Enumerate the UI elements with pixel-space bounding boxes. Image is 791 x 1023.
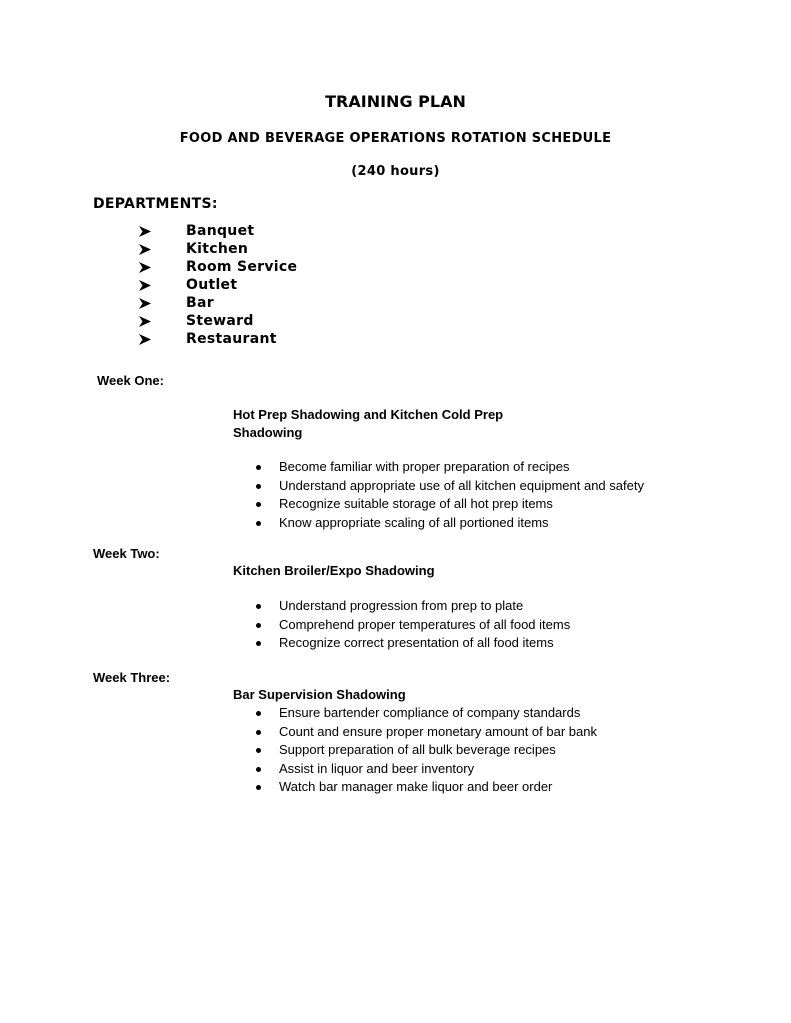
bullet-dot-icon <box>256 641 261 646</box>
task-text: Watch bar manager make liquor and beer order <box>279 779 553 794</box>
task-text: Recognize suitable storage of all hot prep items <box>279 496 553 511</box>
bullet-dot-icon <box>256 711 261 716</box>
task-text: Comprehend proper temperatures of all food items <box>279 616 571 632</box>
arrowhead-bullet-icon <box>139 226 151 237</box>
department-label: Restaurant <box>186 331 277 347</box>
total-hours: (240 hours) <box>351 164 440 179</box>
heading-line: Shadowing <box>233 425 303 440</box>
arrowhead-bullet-icon <box>139 334 151 345</box>
department-label: Outlet <box>186 277 238 293</box>
week-three-heading <box>233 686 406 704</box>
bullet-dot-icon <box>256 730 261 735</box>
bullet-dot-icon <box>256 785 261 790</box>
department-label: Steward <box>186 313 254 329</box>
task-text: Know appropriate scaling of all portioned items <box>279 514 549 530</box>
task-text: Understand appropriate use of all kitchen equipment and safety <box>279 477 644 493</box>
bullet-dot-icon <box>256 623 261 628</box>
department-label: Banquet <box>186 223 255 239</box>
task-text: Count and ensure proper monetary amount of bar bank <box>279 723 597 739</box>
bullet-dot-icon <box>256 521 261 526</box>
arrowhead-bullet-icon <box>139 298 151 309</box>
task-text: Understand progression from prep to plate <box>279 598 524 613</box>
week-one-heading <box>233 406 503 442</box>
department-label: Bar <box>186 295 214 311</box>
arrowhead-bullet-icon <box>139 316 151 327</box>
bullet-dot-icon <box>256 484 261 489</box>
department-label: Kitchen <box>186 241 249 257</box>
week-two-label: Week Two: <box>93 546 160 561</box>
bullet-dot-icon <box>256 604 261 609</box>
task-text: Assist in liquor and beer inventory <box>279 760 475 776</box>
bullet-dot-icon <box>256 502 261 507</box>
task-text: Recognize correct presentation of all food items <box>279 635 554 650</box>
week-three-label: Week Three: <box>93 670 171 685</box>
week-one-label: Week One: <box>97 373 164 388</box>
heading-line: Bar Supervision Shadowing <box>233 687 406 702</box>
departments-heading: DEPARTMENTS: <box>93 196 218 212</box>
task-text: Support preparation of all bulk beverage recipes <box>279 742 556 757</box>
bullet-dot-icon <box>256 465 261 470</box>
bullet-dot-icon <box>256 748 261 753</box>
bullet-dot-icon <box>256 767 261 772</box>
arrowhead-bullet-icon <box>139 262 151 273</box>
document-subtitle: FOOD AND BEVERAGE OPERATIONS ROTATION SCHEDULE <box>179 131 612 146</box>
document-title: TRAINING PLAN <box>325 92 466 111</box>
department-label: Room Service <box>186 259 298 275</box>
heading-line: Hot Prep Shadowing and Kitchen Cold Prep <box>233 407 504 422</box>
heading-line: Kitchen Broiler/Expo Shadowing <box>233 563 435 578</box>
arrowhead-bullet-icon <box>139 244 151 255</box>
week-two-heading <box>233 562 435 580</box>
task-text: Ensure bartender compliance of company standards <box>279 705 581 720</box>
arrowhead-bullet-icon <box>139 280 151 291</box>
task-text: Become familiar with proper preparation of recipes <box>279 459 570 474</box>
